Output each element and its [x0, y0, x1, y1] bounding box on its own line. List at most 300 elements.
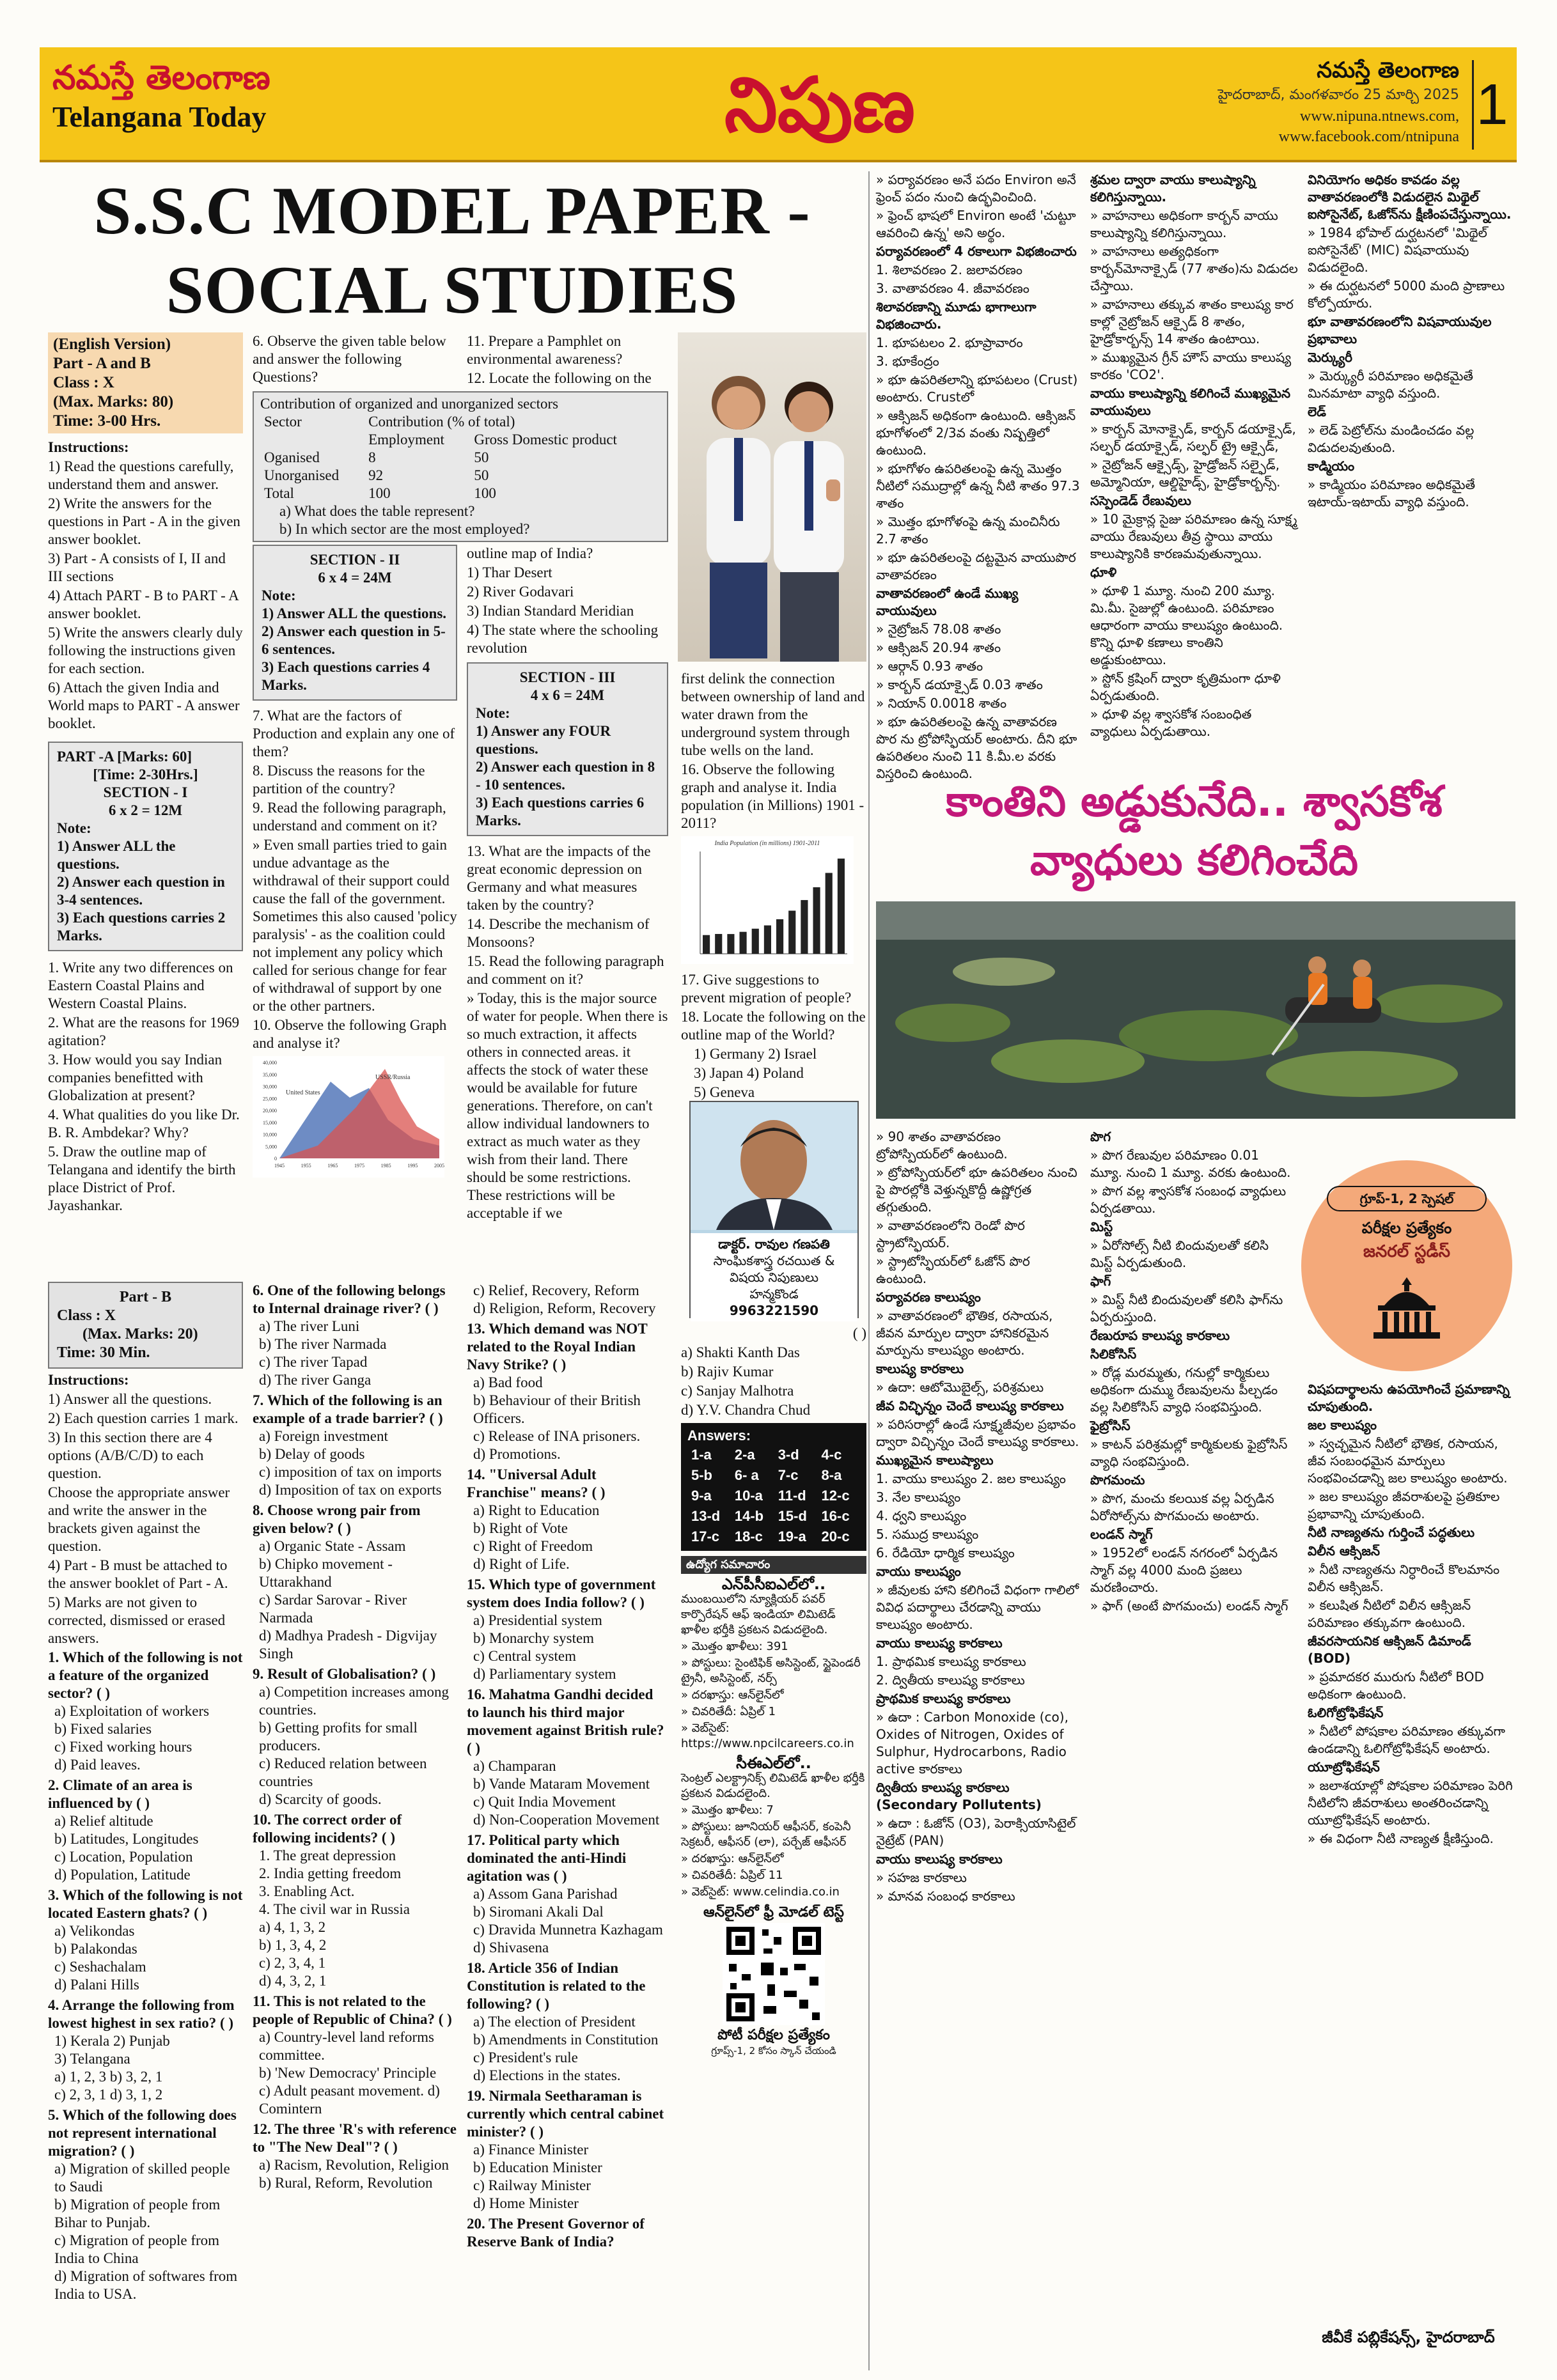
table-row: [687, 1506, 860, 1527]
author-place: హన్మకొండ: [749, 1286, 799, 1302]
telugu-text-line: » పొగ, మంచు కలయిక వల్ల ఏర్పడిన ఏరోసోల్స్‌ను పొగమంచు అంటారు.: [1090, 1491, 1274, 1523]
table-cell: Total: [264, 485, 294, 501]
population-bar: [752, 929, 759, 954]
table-cell: 8: [368, 449, 376, 465]
polluted-river-photo: [876, 901, 1515, 1119]
headline-line-1: S.S.C MODEL PAPER -: [93, 173, 811, 248]
y-tick-label: 0: [274, 1156, 277, 1162]
mcq-column-2: [253, 1282, 457, 2195]
mcq-list-1: [48, 1649, 243, 2303]
telugu-text-line: » భూ ఉపరితలంపై దట్టమైన వాయుపొర వాతావరణం: [876, 550, 1076, 582]
mcq-option: a) Finance Minister: [473, 2142, 589, 2158]
answer-cell: 8-a: [821, 1467, 842, 1483]
question-item: 1. Write any two differences on Eastern Coastal Plains and Western Coastal Plains.: [48, 960, 233, 1011]
table-row: [687, 1486, 860, 1506]
mcq-option: a) Bad food: [473, 1374, 543, 1390]
x-tick-label: 2005: [434, 1163, 444, 1169]
telugu-text-line: పొగమంచు: [1090, 1472, 1145, 1488]
mcq-question: [467, 1959, 668, 2085]
question-item: 8. Discuss the reasons for the partition of the country?: [253, 763, 425, 797]
masthead-right-title: నమస్తే తెలంగాణ: [1317, 58, 1459, 83]
mcq-option: b) Getting profits for small producers.: [259, 1720, 418, 1754]
group-exam-badge: [1301, 1160, 1512, 1371]
telugu-text-line: » ట్రోపోస్ఫియర్‌లో భూ ఉపరితలం నుంచి పై పొరల్లోకి వెళ్తున్నకొద్దీ ఉష్ణోగ్రత తగ్గుతుంది.: [876, 1165, 1077, 1215]
col4-bottom: [681, 1325, 866, 2058]
mcq-stem: 1. Which of the following is not a feature of the organized sector? ( ): [48, 1649, 243, 1701]
parliament-icon: [1368, 1272, 1445, 1342]
mcq-option: b) The river Narmada: [259, 1336, 387, 1352]
table-row: [687, 1527, 860, 1547]
mcq-question: [253, 1282, 457, 1389]
note-item: 2) Answer each question in 8 - 10 sentences.: [476, 759, 655, 793]
jobs-banner: ఉద్యోగ సమాచారం: [681, 1556, 866, 1574]
population-bar: [776, 919, 783, 954]
part-a-info-line: Part - A and B: [53, 355, 151, 372]
mcq-question: [467, 1686, 668, 1829]
section2-column: [253, 545, 457, 1182]
sector-table-caption: Contribution of organized and unorganized sectors: [260, 396, 559, 412]
mcq-list-2: [253, 1282, 457, 2192]
answer-cell: 3-d: [778, 1447, 799, 1463]
mcq-option: c) Sardar Sarovar - River Narmada: [259, 1592, 407, 1626]
col3-middle: [467, 545, 668, 1224]
mcq-option: d) Madhya Pradesh - Digvijay Singh: [259, 1628, 437, 1661]
table-cell: Oganised: [264, 449, 320, 465]
job-detail: » పోస్టులు: జూనియర్ ఆఫీసర్, కంపెనీ సెక్రటరీ, ఆఫీసర్ (లా), పర్చేజ్ ఆఫీసర్: [681, 1820, 851, 1849]
population-chart: [681, 836, 854, 964]
job-intro: సెంట్రల్ ఎలక్ట్రానిక్స్ లిమిటెడ్ ఖాళీల భర్తీకి ప్రకటన విడుదలైంది.: [681, 1771, 865, 1800]
population-bar: [703, 935, 710, 954]
nipuna-logo: నిపుణ: [724, 61, 916, 149]
mcq-question: [253, 1993, 457, 2118]
question-item: 3. How would you say Indian companies benefitted with Globalization at present?: [48, 1052, 223, 1103]
mcq-stem: 5. Which of the following does not represent international migration? ( ): [48, 2107, 237, 2159]
question-item: 14. Describe the mechanism of Monsoons?: [467, 916, 650, 950]
job-detail: » మొత్తం ఖాళీలు: 7: [681, 1803, 774, 1817]
section3-marks: 4 x 6 = 24M: [530, 687, 605, 703]
part-b-title: Part - B: [119, 1289, 172, 1305]
answer-cell: 20-c: [821, 1528, 850, 1544]
answer-bracket: ( ): [852, 1325, 866, 1341]
mcq-option: b) Right of Vote: [473, 1520, 568, 1536]
online-test-title: ఆన్‌లైన్‌లో ఫ్రీ మోడల్ టెస్ట్: [703, 1904, 844, 1920]
section3-title: SECTION - III: [519, 669, 616, 685]
telugu-text-line: శిలావరణాన్ని మూడు భాగాలుగా విభజించారు.: [876, 299, 1037, 332]
table-row: [260, 485, 661, 502]
mcq-question: [467, 1576, 668, 1683]
instruction-item: 4) Part - B must be attached to the answer booklet of Part - A.: [48, 1557, 228, 1591]
telugu-text-line: జీవరసాయనిక ఆక్సిజన్ డిమాండ్ (BOD): [1308, 1633, 1471, 1666]
question-item: 5. Draw the outline map of Telangana and identify the birth place District of Prof. Jayashankar.: [48, 1144, 236, 1213]
telugu-text-line: శ్రమల ద్వారా వాయు కాలుష్యాన్ని కలిగిస్తున్నాయి.: [1090, 172, 1256, 205]
page-headline: [40, 171, 865, 330]
instruction-item: 5) Write the answers clearly duly following the instructions given for each section.: [48, 625, 243, 676]
mcq-stem: 20. The Present Governor of Reserve Bank of India?: [467, 2216, 645, 2250]
mcq-option: a) Exploitation of workers: [54, 1703, 210, 1719]
part-a-info-box: [48, 332, 243, 433]
section1-questions: [48, 959, 243, 1215]
mcq-stem: 19. Nirmala Seetharaman is currently which central cabinet minister? ( ): [467, 2088, 664, 2140]
mcq-option: 1. The great depression: [259, 1847, 396, 1863]
world-map-item: 1) Germany 2) Israel: [694, 1046, 817, 1062]
telugu-text-line: పర్యావరణంలో 4 రకాలుగా విభజించారు: [876, 244, 1077, 259]
part-a-time: [Time: 2-30Hrs.]: [93, 766, 198, 782]
telugu-text-line: 1. భూపటలం 2. భూప్రావారం: [876, 335, 1023, 350]
mcq-question: [253, 1811, 457, 1990]
mcq-option: b) Behaviour of their British Officers.: [473, 1392, 641, 1426]
map-item: 4) The state where the schooling revolution: [467, 622, 659, 656]
telugu-text-line: » మిస్ట్ నీటి బిందువులతో కలిసి ఫాగ్‌ను ఏర్పరుస్తుంది.: [1090, 1292, 1283, 1325]
website-link[interactable]: www.nipuna.ntnews.com,: [1299, 108, 1459, 125]
population-bar: [801, 900, 808, 954]
mcq-option: c) President's rule: [473, 2049, 578, 2065]
mcq-option: a) Competition increases among countries.: [259, 1684, 450, 1718]
telugu-text-line: » భూగోళం ఉపరితలంపై ఉన్న మొత్తం నీటిలో సముద్రాల్లో ఉన్న నీటి శాతం 97.3 శాతం: [876, 461, 1080, 511]
column-divider: [868, 171, 870, 2370]
mcq-option: c) imposition of tax on imports: [259, 1464, 442, 1480]
answer-cell: 9-a: [691, 1488, 712, 1504]
answer-cell: 17-c: [691, 1528, 720, 1544]
mcq-option: d) Palani Hills: [54, 1977, 139, 1993]
note-item: 2) Answer each question in 3-4 sentences.: [57, 874, 225, 908]
mcq-option: c) Release of INA prisoners.: [473, 1428, 641, 1444]
part-a-info-line: Time: 3-00 Hrs.: [53, 412, 161, 430]
telugu-bottom-col-3: [1308, 1381, 1515, 1849]
telugu-text-line: సిలికోసిస్: [1090, 1346, 1137, 1362]
headline-line-2: SOCIAL STUDIES: [166, 253, 739, 327]
section3-box: [467, 662, 668, 836]
job-detail: » వెబ్‌సైట్: www.celindia.co.in: [681, 1885, 840, 1899]
qr-code-icon[interactable]: [723, 1923, 825, 2025]
telugu-text-line: » ఆక్సిజన్ 20.94 శాతం: [876, 640, 1001, 655]
sector-table: [260, 413, 661, 502]
telugu-text-line: » ఫ్రెంచ్ భాషలో Environ అంటే 'చుట్టూ ఆవరించి ఉన్న' అని అర్థం.: [876, 208, 1076, 240]
job-detail: » దరఖాస్తు: ఆన్‌లైన్‌లో: [681, 1852, 784, 1865]
publication-name-telugu: నమస్తే తెలంగాణ: [52, 59, 270, 97]
job-title: ఎన్‌పీసీఐఎల్‌లో..: [721, 1575, 826, 1593]
telugu-text-line: జీవ విచ్ఛిన్నం చెందే కాలుష్య కారకాలు: [876, 1398, 1064, 1413]
telugu-text-line: » పర్యావరణం అనే పదం Environ అనే ఫ్రెంచ్ పదం నుంచి ఉద్భవించింది.: [876, 172, 1076, 205]
telugu-text-line: » ప్రమాదకర మురుగు నీటిలో BOD అధికంగా ఉంటుంది.: [1308, 1669, 1484, 1702]
instruction-item: 3) In this section there are 4 options (A/B/C/D) to each question.: [48, 1429, 212, 1481]
footer-credit: జీవీకే పబ్లికేషన్స్, హైదరాబాద్: [1322, 2328, 1495, 2346]
mcq-question: [253, 1665, 457, 1808]
telugu-text-line: » స్వచ్ఛమైన నీటిలో భౌతిక, రసాయన, జీవ సంబంధమైన మార్పులు సంభవించడాన్ని జల కాలుష్యం అంటారు.: [1308, 1436, 1508, 1486]
mcq-option: d) Y.V. Chandra Chud: [681, 1402, 811, 1418]
job-title: సీఈఎల్‌లో..: [736, 1754, 811, 1772]
telugu-text-line: ఓలిగోట్రోఫికేషన్: [1308, 1705, 1384, 1720]
telugu-text-line: » ముఖ్యమైన గ్రీన్ హౌస్ వాయు కాలుష్య కారకం 'CO2'.: [1090, 350, 1292, 382]
mcq-option: a) Country-level land reforms committee.: [259, 2029, 434, 2063]
mcq-option: a) Right to Education: [473, 1502, 600, 1518]
mcq-option: a) The election of President: [473, 2014, 636, 2030]
telugu-text-line: నీటి నాణ్యతను గుర్తించే పద్ధతులు: [1308, 1525, 1475, 1540]
question-item: 9. Read the following paragraph, understand and comment on it?: [253, 800, 446, 834]
note-item: 3) Each questions carries 2 Marks.: [57, 910, 226, 944]
mcq-option: a) The river Luni: [259, 1318, 360, 1334]
mcq-question: [467, 1466, 668, 1573]
map-item: 3) Indian Standard Meridian: [467, 603, 634, 619]
telugu-text-line: » పొగ రేణువుల పరిమాణం 0.01 మ్యూ. నుంచి 1 మ్యూ. వరకు ఉంటుంది.: [1090, 1147, 1291, 1180]
instructions-list: [48, 458, 243, 733]
mcq-option: b) Palakondas: [54, 1941, 137, 1957]
answer-cell: 14-b: [734, 1508, 764, 1524]
question-text: first delink the connection between ownership of land and water drawn from the underground system through tube wells on the land.: [681, 671, 865, 758]
telugu-text-line: » మెర్క్యురీ పరిమాణం అధికమైతే మినమాటా వ్యాధి వస్తుంది.: [1308, 368, 1473, 401]
instruction-item: 4) Attach PART - B to PART - A answer booklet.: [48, 587, 239, 621]
mcq-option: b) Latitudes, Longitudes: [54, 1831, 199, 1847]
mcq-option: a) Velikondas: [54, 1923, 135, 1939]
job-detail: » వెబ్‌సైట్: https://www.npcilcareers.co.in: [681, 1722, 854, 1750]
telugu-text-line: యూట్రోఫికేషన్: [1308, 1759, 1380, 1775]
mcq-option: c) Adult peasant movement. d) Comintern: [259, 2083, 440, 2117]
population-bar: [764, 926, 771, 954]
question-item: 6. Observe the given table below and answer the following Questions?: [253, 333, 446, 385]
author-name: డాక్టర్. రావుల గణపతి: [718, 1236, 830, 1252]
telugu-text-line: » పరిసరాల్లో ఉండే సూక్ష్మజీవుల ప్రభావం ద్వారా విచ్ఛిన్నం చెందే కాలుష్య కారకాలు.: [876, 1417, 1079, 1449]
telugu-text-line: వాయు కాలుష్య కారకాలు: [876, 1635, 1003, 1651]
answer-cell: 13-d: [691, 1508, 721, 1524]
telugu-text-line: 5. సముద్ర కాలుష్యం: [876, 1527, 979, 1542]
mcq-option: a) Presidential system: [473, 1612, 602, 1628]
mcq-option: d) Shivasena: [473, 1940, 549, 1956]
mcq-option: c) Migration of people from India to China: [54, 2232, 220, 2266]
mcq-option: c) Quit India Movement: [473, 1794, 616, 1810]
world-map-item: 5) Geneva: [694, 1084, 755, 1100]
question-item: 2. What are the reasons for 1969 agitation?: [48, 1015, 240, 1048]
telugu-text-line: » భూ ఉపరితలాన్ని భూపటలం (Crust) అంటారు. Crustలో: [876, 372, 1078, 405]
answer-cell: 18-c: [734, 1528, 763, 1544]
job-detail: » చివరితేదీ: ఏప్రిల్ 1: [681, 1705, 776, 1718]
part-a-info-line: Class : X: [53, 374, 114, 391]
telugu-text-line: » జలాశయాల్లో పోషకాల పరిమాణం పెరిగి నీటిలోని జీవరాశులు అంతరించడాన్ని యూట్రోఫికేషన్ అంటారు.: [1308, 1778, 1513, 1828]
mcq-option: d) Elections in the states.: [473, 2067, 621, 2083]
telugu-text-line: ముఖ్యమైన కాలుష్యాలు: [876, 1452, 994, 1468]
instruction-item: 5) Marks are not given to corrected, dismissed or erased answers.: [48, 1594, 226, 1646]
mcq-question: [48, 1777, 243, 1884]
mcq-option: c) Right of Freedom: [473, 1538, 593, 1554]
mcq-option: 2. India getting freedom: [259, 1865, 402, 1881]
telugu-text-line: » నైట్రోజన్ ఆక్సైడ్స్, హైడ్రోజన్ సల్ఫైడ్, అమ్మోనియా, ఆల్డిహైడ్స్, హైడ్రోకార్బన్స్.: [1090, 457, 1281, 490]
telugu-top-col-1: [876, 171, 1081, 784]
table-row: [260, 449, 661, 467]
telugu-text-line: లెడ్: [1308, 404, 1326, 419]
answer-cell: 12-c: [821, 1488, 850, 1504]
table-row: [687, 1465, 860, 1486]
publication-name-english: Telangana Today: [52, 100, 267, 133]
telugu-text-line: » ఉదా : Carbon Monoxide (co), Oxides of Nitrogen, Oxides of Sulphur, Hydrocarbons, Radio active కారకాలు: [876, 1709, 1068, 1777]
mcq-option: d) 4, 3, 2, 1: [259, 1973, 327, 1989]
telugu-text-line: వాయు కాలుష్య కారకాలు: [876, 1851, 1003, 1867]
telugu-text-line: రేణురూప కాలుష్య కారకాలు: [1090, 1328, 1230, 1343]
telugu-text-line: 4. ధ్వని కాలుష్యం: [876, 1508, 967, 1523]
masthead: [40, 47, 1517, 162]
table-row: [687, 1445, 860, 1465]
section2-box: [253, 545, 457, 701]
mcq-question: [48, 1886, 243, 1994]
y-tick-label: 20,000: [263, 1108, 277, 1114]
part-a-info-line: (Max. Marks: 80): [53, 393, 174, 410]
telugu-text-line: వాయు కాలుష్యాన్ని కలిగించే ముఖ్యమైన వాయువులు: [1090, 385, 1290, 418]
mcq-stem: 7. Which of the following is an example of a trade barrier? ( ): [253, 1392, 443, 1426]
mcq-option: b) Monarchy system: [473, 1630, 595, 1646]
telugu-text-line: ప్రాథమిక కాలుష్య కారకాలు: [876, 1691, 1011, 1706]
population-bar: [788, 911, 795, 954]
students-photo: [678, 332, 866, 662]
telugu-top-col-2: [1090, 171, 1298, 742]
telugu-text-line: విషపదార్థాలను ఉపయోగించే ప్రమాణాన్ని చూపుతుంది.: [1308, 1381, 1510, 1414]
telugu-text-line: » జీవులకు హాని కలిగించే విధంగా గాలిలో వివిధ పదార్థాలు చేరడాన్ని వాయు కాలుష్యం అంటారు.: [876, 1582, 1079, 1632]
mcq-stem: 14. "Universal Adult Franchise" means? ( ): [467, 1466, 606, 1500]
table-question: a) What does the table represent?: [279, 503, 475, 519]
instruction-item: 2) Each question carries 1 mark.: [48, 1410, 239, 1426]
mcq-option: a) Assom Gana Parishad: [473, 1886, 618, 1902]
telugu-text-line: కాడ్మియం: [1308, 458, 1355, 474]
section2-marks: 6 x 4 = 24M: [318, 570, 392, 586]
answers-title: Answers:: [687, 1427, 751, 1443]
question-item: » Today, this is the major source of water for people. When there is so much extraction, it affects others in connected areas. it affects the stock of water these would be available for future generations. Therefore, on can't allow individual landowners to extract as much water as they wish from their land. There should be some restrictions. These restrictions will be acceptable if we: [467, 990, 668, 1221]
x-tick-label: 1975: [354, 1163, 364, 1169]
question-item: 11. Prepare a Pamphlet on environmental awareness?: [467, 333, 623, 367]
telugu-text-line: వాతావరణంలో ఉండే ముఖ్య వాయువులు: [876, 586, 1019, 618]
mcq-option: a) Champaran: [473, 1758, 556, 1774]
section1-title: SECTION - I: [103, 784, 188, 800]
mcq-stem: 3. Which of the following is not located Eastern ghats? ( ): [48, 1887, 243, 1921]
telugu-text-line: జల కాలుష్యం: [1308, 1417, 1377, 1433]
mcq-question: [253, 1502, 457, 1663]
mcq-option: a) Relief altitude: [54, 1813, 153, 1829]
mcq-option: c) Reduced relation between countries: [259, 1755, 427, 1789]
mcq-stem: 13. Which demand was NOT related to the Royal Indian Navy Strike? ( ): [467, 1321, 648, 1373]
instructions-title: Instructions:: [48, 1372, 129, 1388]
telugu-text-line: ద్వితీయ కాలుష్య కారకాలు (Secondary Pollutents): [876, 1780, 1042, 1812]
telugu-text-line: » 1984 భోపాల్ దుర్ఘటనలో 'మిథైల్ ఐసోసైనేట్' (MIC) విషవాయువు విడుదలైంది.: [1308, 225, 1487, 275]
facebook-link[interactable]: www.facebook.com/ntnipuna: [1278, 128, 1459, 145]
answer-cell: 6- a: [734, 1467, 759, 1483]
mcq-question: [48, 2106, 243, 2303]
polluted-river-illustration: [876, 901, 1515, 1119]
population-bar: [715, 934, 722, 954]
mcq-list-3: [467, 1282, 668, 2251]
table-subheader: Employment: [368, 432, 444, 447]
x-tick-label: 1955: [301, 1163, 311, 1169]
mcq-question: [253, 1392, 457, 1499]
mcq-option: a) 1, 2, 3 b) 3, 2, 1: [54, 2069, 163, 2085]
mcq-option: d) Population, Latitude: [54, 1867, 191, 1883]
mcq-option: d) Imposition of tax on exports: [259, 1482, 442, 1498]
part-b-column: [48, 1282, 243, 2306]
answer-cell: 7-c: [778, 1467, 799, 1483]
y-tick-label: 35,000: [263, 1071, 277, 1078]
mcq-stem: 4. Arrange the following from lowest highest in sex ratio? ( ): [48, 1997, 235, 2031]
question-item: 12. Locate the following on the: [467, 370, 652, 386]
telugu-text-line: » ఆర్గాన్ 0.93 శాతం: [876, 658, 983, 674]
world-map-item: 3) Japan 4) Poland: [694, 1065, 804, 1081]
section3-questions: [467, 843, 668, 1222]
legend-ussr: USSR/Russia: [375, 1074, 411, 1081]
mcq-option: b) Rajiv Kumar: [681, 1364, 774, 1380]
mcq-option: 4. The civil war in Russia: [259, 1901, 410, 1917]
mcq-option: b) Vande Mataram Movement: [473, 1776, 650, 1792]
mcq-option: 3) Telangana: [54, 2051, 130, 2067]
telugu-text-line: » వాహనాలు తక్కువ శాతం కాలుష్య కార కాల్లో నైట్రోజన్ ఆక్సైడ్ 8 శాతం, హైడ్రోకార్బన్స్ 14 శాతం ఉంటాయి.: [1090, 297, 1294, 346]
population-bar: [727, 934, 734, 954]
mcq-question: [467, 2215, 668, 2251]
answers-box: [681, 1423, 866, 1551]
map-item: 2) River Godavari: [467, 584, 574, 600]
part-a-column: [48, 332, 243, 1216]
instruction-item: 1) Read the questions carefully, understand them and answer.: [48, 458, 234, 492]
instruction-item: 6) Attach the given India and World maps to PART - A answer booklet.: [48, 680, 240, 731]
telugu-text-line: » ఉదా: ఆటోమొబైల్స్, పరిశ్రమలు: [876, 1380, 1044, 1395]
telugu-text-line: » కార్బన్ డయాక్సైడ్ 0.03 శాతం: [876, 677, 1043, 692]
sector-table-box: [253, 391, 668, 542]
mcq-option: b) Fixed salaries: [54, 1721, 152, 1737]
population-bar: [740, 932, 747, 954]
telugu-text-line: » కాటన్ పరిశ్రమల్లో కార్మికులకు ఫైబ్రోసిస్ వ్యాధి సంభవిస్తుంది.: [1090, 1436, 1288, 1469]
telugu-text-line: » నియాన్ 0.0018 శాతం: [876, 696, 1007, 711]
masthead-right: [1216, 56, 1459, 147]
qr-footnote: గ్రూప్స్-1, 2 కోసం స్కాన్ చేయండి: [711, 2045, 836, 2057]
question-item: 17. Give suggestions to prevent migration of people?: [681, 972, 852, 1006]
mcq-stem: 8. Choose wrong pair from given below? ( ): [253, 1502, 421, 1536]
col4-text: [681, 670, 866, 1158]
mcq-column-3: [467, 1282, 668, 2253]
author-phone: 9963221590: [729, 1303, 819, 1318]
telugu-text-line: ఫాగ్: [1090, 1273, 1111, 1289]
question-item: 13. What are the impacts of the great economic depression on Germany and what measures taken by the country?: [467, 843, 651, 913]
note-item: 3) Each questions carries 6 Marks.: [476, 795, 645, 828]
mcq-option: a) 4, 1, 3, 2: [259, 1919, 326, 1935]
answer-cell: 16-c: [821, 1508, 850, 1524]
mcq-question: [467, 1282, 668, 1318]
part-a-marks: PART -A [Marks: 60]: [57, 749, 192, 765]
mcq-option: d) Scarcity of goods.: [259, 1791, 382, 1807]
note-label: Note:: [57, 820, 91, 836]
telugu-text-line: » నీటిలో పోషకాల పరిమాణం తక్కువగా ఉండడాన్ని ఓలిగోట్రోఫికేషన్ అంటారు.: [1308, 1723, 1505, 1756]
note-label: Note:: [262, 587, 296, 603]
note-item: 1) Answer ALL the questions.: [262, 605, 447, 621]
mcq-stem: 2. Climate of an area is influenced by ( ): [48, 1777, 192, 1811]
part-b-info-line: Time: 30 Min.: [57, 1344, 150, 1361]
col2-top: [253, 332, 457, 387]
part-a-info-line: (English Version): [53, 336, 171, 353]
table-row: [260, 467, 661, 485]
mcq-option: d) Migration of softwares from India to USA.: [54, 2268, 238, 2302]
mcq-option: c) Location, Population: [54, 1849, 193, 1865]
table-cell: 50: [474, 449, 489, 465]
y-tick-label: 30,000: [263, 1084, 277, 1090]
part-b-info-box: [48, 1282, 243, 1369]
y-tick-label: 25,000: [263, 1096, 277, 1102]
legend-us: United States: [286, 1089, 320, 1096]
table-cell: Unorganised: [264, 467, 340, 483]
telugu-text-line: 6. రేడియో ధార్మిక కాలుష్యం: [876, 1545, 1015, 1560]
mcq-question: [48, 1649, 243, 1774]
telugu-text-line: » 10 మైక్రాన్ల సైజు పరిమాణం ఉన్న సూక్ష్మ వాయు రేణువులు తీవ్ర స్థాయి వాయు కాలుష్యానికి కారణమవుతున్నాయి.: [1090, 511, 1297, 561]
instruction-item: Choose the appropriate answer and write the answer in the brackets given against the question.: [48, 1484, 230, 1554]
telugu-text-line: » కలుషిత నీటిలో విలీన ఆక్సిజన్ పరిమాణం తక్కువగా ఉంటుంది.: [1308, 1598, 1471, 1630]
note-label: Note:: [476, 705, 510, 721]
telugu-text-line: » 90 శాతం వాతావరణం ట్రోపోస్పియర్‌లో ఉంటుంది.: [876, 1129, 1008, 1162]
masthead-left: [52, 58, 321, 136]
note-item: 1) Answer any FOUR questions.: [476, 723, 611, 757]
telugu-text-line: » వాతావరణంలో భౌతిక, రసాయన, జీవన మార్పుల ద్వారా హానికరమైన మార్పును కాలుష్యం అంటారు.: [876, 1308, 1053, 1358]
mcq-stem: 9. Result of Globalisation? ( ): [253, 1666, 436, 1682]
badge-line-1: గ్రూప్-1, 2 స్పెషల్: [1327, 1186, 1487, 1211]
mcq-stem: 17. Political party which dominated the anti-Hindi agitation was ( ): [467, 1832, 627, 1884]
question-item: 18. Locate the following on the outline map of the World?: [681, 1009, 866, 1043]
